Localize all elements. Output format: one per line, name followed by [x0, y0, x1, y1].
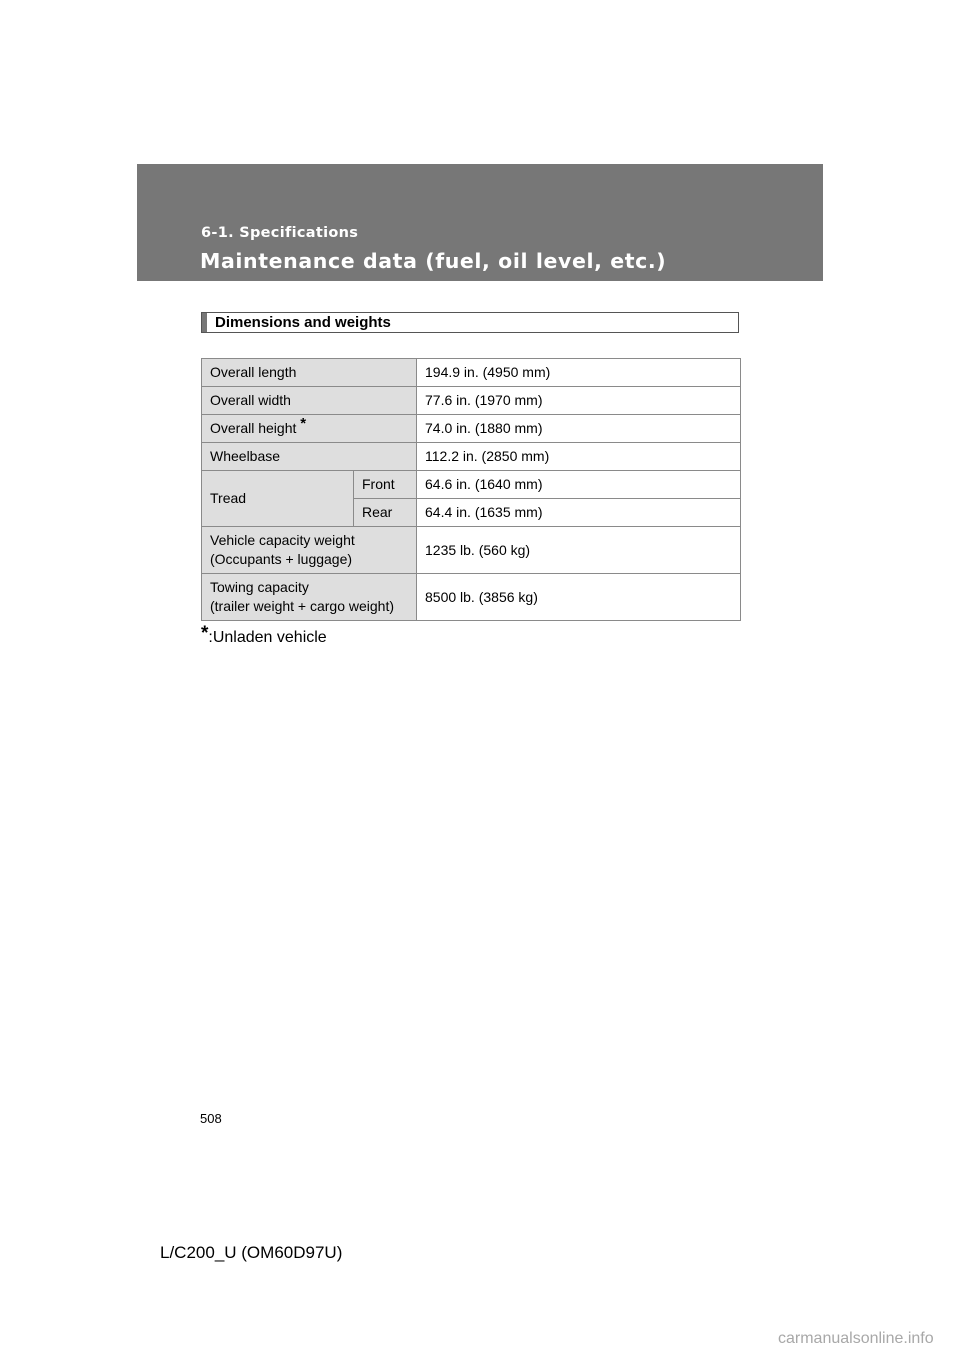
row-value: 112.2 in. (2850 mm): [417, 443, 741, 471]
page-title: Maintenance data (fuel, oil level, etc.): [200, 249, 667, 273]
row-value: 64.6 in. (1640 mm): [417, 471, 741, 499]
sub-label: Rear: [354, 499, 417, 527]
table-row: [202, 415, 741, 443]
page-number: 508: [200, 1111, 222, 1126]
table-row: [202, 359, 741, 387]
row-label-line: Vehicle capacity weight: [210, 532, 355, 548]
footnote-marker: *: [300, 415, 307, 432]
row-label-line: (trailer weight + cargo weight): [210, 598, 395, 614]
row-label-cell: [202, 415, 417, 443]
row-value: 77.6 in. (1970 mm): [417, 387, 741, 415]
row-label-cell: [202, 574, 417, 621]
section-number: 6-1. Specifications: [201, 225, 359, 241]
row-label: Tread: [202, 471, 354, 527]
document-code: L/C200_U (OM60D97U): [160, 1243, 343, 1262]
row-value: 194.9 in. (4950 mm): [417, 359, 741, 387]
section-header-band: [137, 164, 823, 281]
footnote-marker: *: [201, 623, 209, 644]
row-label: Overall height: [210, 420, 297, 436]
watermark: carmanualsonline.info: [778, 1330, 934, 1347]
subheading-accent-bar: [202, 313, 207, 332]
table-row: [202, 527, 741, 574]
subheading-box: [201, 312, 739, 333]
row-label: Overall width: [202, 387, 417, 415]
row-value: 1235 lb. (560 kg): [417, 527, 741, 574]
dimensions-table: [201, 358, 741, 621]
row-value: 74.0 in. (1880 mm): [417, 415, 741, 443]
sub-label: Front: [354, 471, 417, 499]
row-value: 8500 lb. (3856 kg): [417, 574, 741, 621]
row-label: Wheelbase: [202, 443, 417, 471]
row-label-cell: [202, 527, 417, 574]
row-label: Overall length: [202, 359, 417, 387]
row-value: 64.4 in. (1635 mm): [417, 499, 741, 527]
row-label-line: Towing capacity: [210, 579, 309, 595]
table-row: [202, 574, 741, 621]
table-row: [202, 443, 741, 471]
table-row: [202, 387, 741, 415]
subheading-title: Dimensions and weights: [215, 314, 391, 331]
footnote: [201, 623, 327, 648]
table-row: [202, 471, 741, 499]
row-label-line: (Occupants + luggage): [210, 551, 353, 567]
footnote-text: :Unladen vehicle: [208, 629, 327, 646]
